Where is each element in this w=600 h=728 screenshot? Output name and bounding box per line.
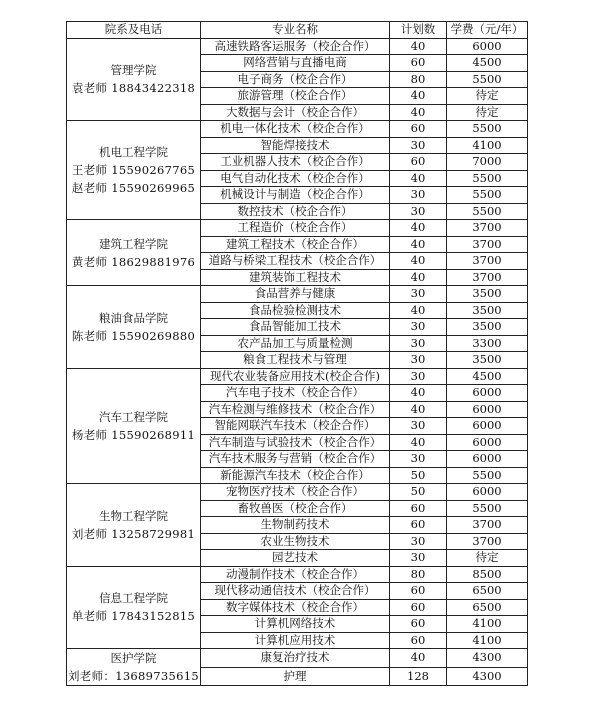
table-row	[67, 38, 528, 55]
major-cell: 机械设计与制造（校企合作）	[201, 187, 390, 204]
plan-count-cell: 50	[390, 484, 447, 501]
plan-count-cell: 128	[390, 667, 447, 686]
tuition-fee-cell: 3300	[447, 335, 528, 352]
major-cell: 汽车技术服务与营销（校企合作）	[201, 451, 390, 468]
major-cell: 工程造价（校企合作）	[201, 220, 390, 237]
major-cell: 智能网联汽车技术（校企合作）	[201, 418, 390, 435]
tuition-fee-cell: 待定	[447, 550, 528, 567]
major-cell: 计算机网络技术	[201, 616, 390, 633]
major-cell: 数控技术（校企合作）	[201, 203, 390, 220]
plan-count-cell: 30	[390, 335, 447, 352]
major-cell: 建筑装饰工程技术	[201, 269, 390, 286]
major-cell: 农业生物技术	[201, 533, 390, 550]
department-contact: 单老师 17843152815	[71, 609, 196, 624]
plan-count-cell: 30	[390, 352, 447, 369]
major-cell: 宠物医疗技术（校企合作）	[201, 484, 390, 501]
department-cell	[67, 121, 201, 220]
major-cell: 现代农业装备应用技术(校企合作)	[201, 368, 390, 385]
plan-count-cell: 80	[390, 566, 447, 583]
tuition-fee-cell: 5500	[447, 170, 528, 187]
tuition-fee-cell: 3700	[447, 220, 528, 237]
department-contact: 黄老师 18629881976	[71, 254, 196, 269]
tuition-fee-cell: 6000	[447, 385, 528, 402]
tuition-fee-cell: 6000	[447, 451, 528, 468]
tuition-fee-cell: 5500	[447, 71, 528, 88]
table-row	[67, 566, 528, 583]
plan-count-cell: 40	[390, 170, 447, 187]
tuition-fee-cell: 3500	[447, 319, 528, 336]
plan-count-cell: 60	[390, 517, 447, 534]
plan-count-cell: 60	[390, 121, 447, 138]
major-cell: 电气自动化技术（校企合作）	[201, 170, 390, 187]
major-cell: 康复治疗技术	[201, 649, 390, 668]
major-cell: 护理	[201, 667, 390, 686]
major-cell: 电子商务（校企合作）	[201, 71, 390, 88]
tuition-fee-cell: 4500	[447, 368, 528, 385]
header-major: 专业名称	[201, 22, 390, 39]
major-cell: 汽车电子技术（校企合作）	[201, 385, 390, 402]
tuition-fee-cell: 4100	[447, 616, 528, 633]
department-contact: 袁老师 18843422318	[71, 81, 196, 96]
department-name: 管理学院	[110, 63, 157, 78]
tuition-fee-cell: 6000	[447, 418, 528, 435]
tuition-fee-cell: 3700	[447, 236, 528, 253]
tuition-fee-cell: 3700	[447, 253, 528, 270]
tuition-fee-cell: 4300	[447, 649, 528, 668]
tuition-fee-cell: 6500	[447, 583, 528, 600]
tuition-fee-cell: 3500	[447, 286, 528, 303]
major-cell: 旅游管理（校企合作）	[201, 88, 390, 105]
plan-count-cell: 30	[390, 451, 447, 468]
plan-count-cell: 40	[390, 385, 447, 402]
plan-count-cell: 30	[390, 533, 447, 550]
table-row	[67, 649, 528, 668]
major-cell: 生物制药技术	[201, 517, 390, 534]
major-cell: 粮食工程技术与管理	[201, 352, 390, 369]
plan-count-cell: 30	[390, 418, 447, 435]
department-name: 粮油食品学院	[99, 310, 168, 325]
tuition-fee-cell: 3500	[447, 352, 528, 369]
tuition-fee-cell: 待定	[447, 104, 528, 121]
plan-count-cell: 80	[390, 71, 447, 88]
department-contact: 赵老师 15590269965	[71, 181, 196, 195]
table-row	[67, 484, 528, 501]
tuition-fee-cell: 5500	[447, 187, 528, 204]
tuition-fee-cell: 4100	[447, 632, 528, 649]
tuition-fee-cell: 4100	[447, 137, 528, 154]
department-name: 生物工程学院	[99, 508, 168, 523]
plan-count-cell: 40	[390, 649, 447, 668]
plan-count-cell: 60	[390, 154, 447, 171]
plan-count-cell: 40	[390, 104, 447, 121]
header-plan: 计划数	[390, 22, 447, 39]
plan-count-cell: 60	[390, 632, 447, 649]
tuition-fee-cell: 6000	[447, 401, 528, 418]
plan-count-cell: 40	[390, 434, 447, 451]
tuition-fee-cell: 5500	[447, 121, 528, 138]
table-row	[67, 220, 528, 237]
plan-count-cell: 50	[390, 467, 447, 484]
department-cell	[67, 368, 201, 484]
plan-count-cell: 30	[390, 368, 447, 385]
major-cell: 道路与桥梁工程技术（校企合作）	[201, 253, 390, 270]
plan-count-cell: 60	[390, 616, 447, 633]
department-cell	[67, 649, 201, 686]
department-cell	[67, 566, 201, 649]
tuition-fee-cell: 3700	[447, 517, 528, 534]
tuition-fee-cell: 3700	[447, 269, 528, 286]
header-fee: 学费（元/年）	[447, 22, 528, 39]
tuition-fee-cell: 6500	[447, 599, 528, 616]
department-cell	[67, 484, 201, 567]
plan-count-cell: 40	[390, 269, 447, 286]
tuition-fee-cell: 5500	[447, 500, 528, 517]
table-row	[67, 368, 528, 385]
department-name: 机电工程学院	[99, 145, 168, 159]
major-cell: 智能焊接技术	[201, 137, 390, 154]
tuition-fee-cell: 5500	[447, 467, 528, 484]
major-cell: 食品营养与健康	[201, 286, 390, 303]
major-cell: 网络营销与直播电商	[201, 55, 390, 72]
major-cell: 农产品加工与质量检测	[201, 335, 390, 352]
plan-count-cell: 40	[390, 401, 447, 418]
department-contact: 杨老师 15590268911	[71, 427, 196, 442]
major-cell: 汽车制造与试验技术（校企合作）	[201, 434, 390, 451]
major-cell: 工业机器人技术（校企合作）	[201, 154, 390, 171]
major-cell: 畜牧兽医（校企合作）	[201, 500, 390, 517]
plan-count-cell: 40	[390, 302, 447, 319]
header-row	[67, 22, 528, 39]
plan-count-cell: 40	[390, 236, 447, 253]
department-name: 信息工程学院	[99, 591, 168, 606]
plan-count-cell: 30	[390, 187, 447, 204]
plan-count-cell: 40	[390, 253, 447, 270]
tuition-fee-cell: 5500	[447, 203, 528, 220]
department-name: 建筑工程学院	[99, 236, 168, 251]
tuition-fee-cell: 8500	[447, 566, 528, 583]
table-body	[67, 38, 528, 686]
plan-count-cell: 40	[390, 88, 447, 105]
plan-count-cell: 40	[390, 220, 447, 237]
department-cell	[67, 286, 201, 369]
major-cell: 园艺技术	[201, 550, 390, 567]
header-department: 院系及电话	[67, 22, 201, 39]
table-row	[67, 121, 528, 138]
enrollment-plan-table	[66, 21, 528, 686]
major-cell: 动漫制作技术（校企合作）	[201, 566, 390, 583]
tuition-fee-cell: 3700	[447, 533, 528, 550]
plan-count-cell: 60	[390, 55, 447, 72]
major-cell: 建筑工程技术（校企合作）	[201, 236, 390, 253]
plan-count-cell: 30	[390, 550, 447, 567]
major-cell: 食品检验检测技术	[201, 302, 390, 319]
plan-count-cell: 60	[390, 500, 447, 517]
plan-count-cell: 30	[390, 137, 447, 154]
major-cell: 现代移动通信技术（校企合作）	[201, 583, 390, 600]
tuition-fee-cell: 3500	[447, 302, 528, 319]
department-contact: 刘老师 13258729981	[71, 526, 196, 541]
tuition-fee-cell: 待定	[447, 88, 528, 105]
department-name: 医护学院	[110, 651, 157, 665]
major-cell: 食品智能加工技术	[201, 319, 390, 336]
table-row	[67, 286, 528, 303]
major-cell: 数字媒体技术（校企合作）	[201, 599, 390, 616]
department-contact: 陈老师 15590269880	[71, 328, 196, 343]
plan-count-cell: 30	[390, 203, 447, 220]
tuition-fee-cell: 4300	[447, 667, 528, 686]
department-contact: 王老师 15590267765	[71, 163, 196, 177]
major-cell: 汽车检测与维修技术（校企合作）	[201, 401, 390, 418]
department-cell	[67, 220, 201, 286]
department-name: 汽车工程学院	[99, 409, 168, 424]
plan-count-cell: 40	[390, 38, 447, 55]
plan-count-cell: 30	[390, 286, 447, 303]
major-cell: 机电一体化技术（校企合作）	[201, 121, 390, 138]
tuition-fee-cell: 6000	[447, 434, 528, 451]
department-cell	[67, 38, 201, 121]
tuition-fee-cell: 7000	[447, 154, 528, 171]
major-cell: 大数据与会计（校企合作）	[201, 104, 390, 121]
major-cell: 新能源汽车技术（校企合作）	[201, 467, 390, 484]
major-cell: 计算机应用技术	[201, 632, 390, 649]
plan-count-cell: 60	[390, 599, 447, 616]
plan-count-cell: 30	[390, 319, 447, 336]
tuition-fee-cell: 4500	[447, 55, 528, 72]
department-contact: 刘老师：13689735615	[68, 669, 199, 683]
plan-count-cell: 60	[390, 583, 447, 600]
major-cell: 高速铁路客运服务（校企合作）	[201, 38, 390, 55]
tuition-fee-cell: 6000	[447, 484, 528, 501]
tuition-fee-cell: 6000	[447, 38, 528, 55]
